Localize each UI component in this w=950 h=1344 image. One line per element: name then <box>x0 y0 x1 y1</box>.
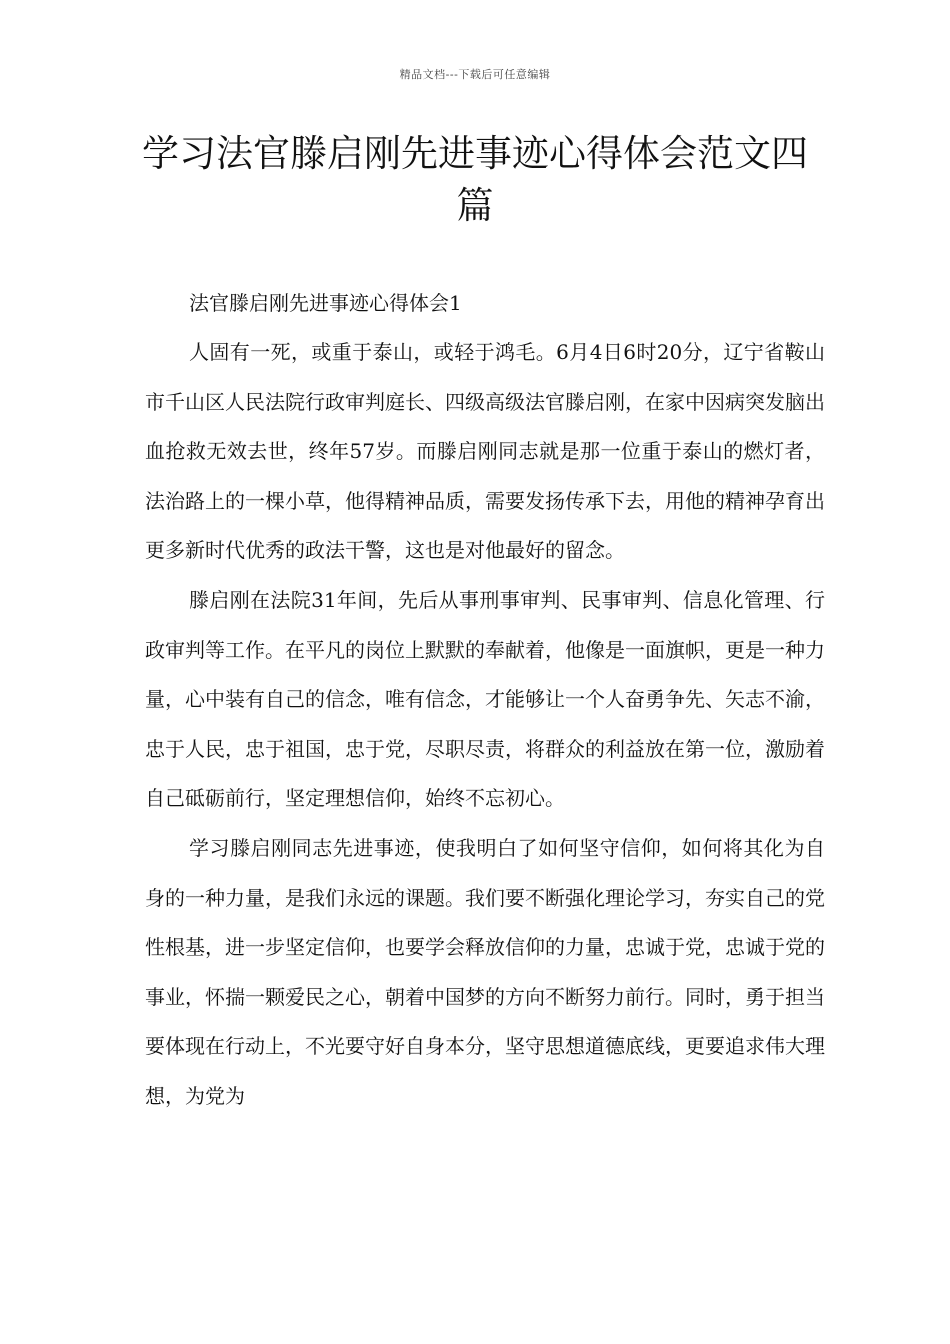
document-body <box>145 278 825 1122</box>
page-header-note: 精品文档---下载后可任意编辑 <box>399 68 551 81</box>
paragraph: 滕启刚在法院31年间，先后从事刑事审判、民事审判、信息化管理、行政审判等工作。在平凡的岗位上默默的奉献着，他像是一面旗帜，更是一种力量，心中装有自己的信念，唯有信念，才能够让一个人奋勇争先、矢志不渝，忠于人民，忠于祖国，忠于党，尽职尽责，将群众的利益放在第一位，激励着自己砥砺前行，坚定理想信仰，始终不忘初心。 <box>145 587 825 811</box>
document-title: 学习法官滕启刚先进事迹心得体会范文四篇 <box>142 132 808 227</box>
paragraph: 学习滕启刚同志先进事迹，使我明白了如何坚守信仰，如何将其化为自身的一种力量，是我们永远的课题。我们要不断强化理论学习，夯实自己的党性根基，进一步坚定信仰，也要学会释放信仰的力量，忠诚于党，忠诚于党的事业，怀揣一颗爱民之心，朝着中国梦的方向不断努力前行。同时，勇于担当要体现在行动上，不光要守好自身本分，坚守思想道德底线，更要追求伟大理想，为党为 <box>145 835 825 1108</box>
section-heading: 法官滕启刚先进事迹心得体会1 <box>189 291 462 315</box>
paragraph: 人固有一死，或重于泰山，或轻于鸿毛。6月4日6时20分，辽宁省鞍山市千山区人民法院行政审判庭长、四级高级法官滕启刚，在家中因病突发脑出血抢救无效去世，终年57岁。而滕启刚同志就是那一位重于泰山的燃灯者，法治路上的一棵小草，他得精神品质，需要发扬传承下去，用他的精神孕育出更多新时代优秀的政法干警，这也是对他最好的留念。 <box>145 340 825 563</box>
